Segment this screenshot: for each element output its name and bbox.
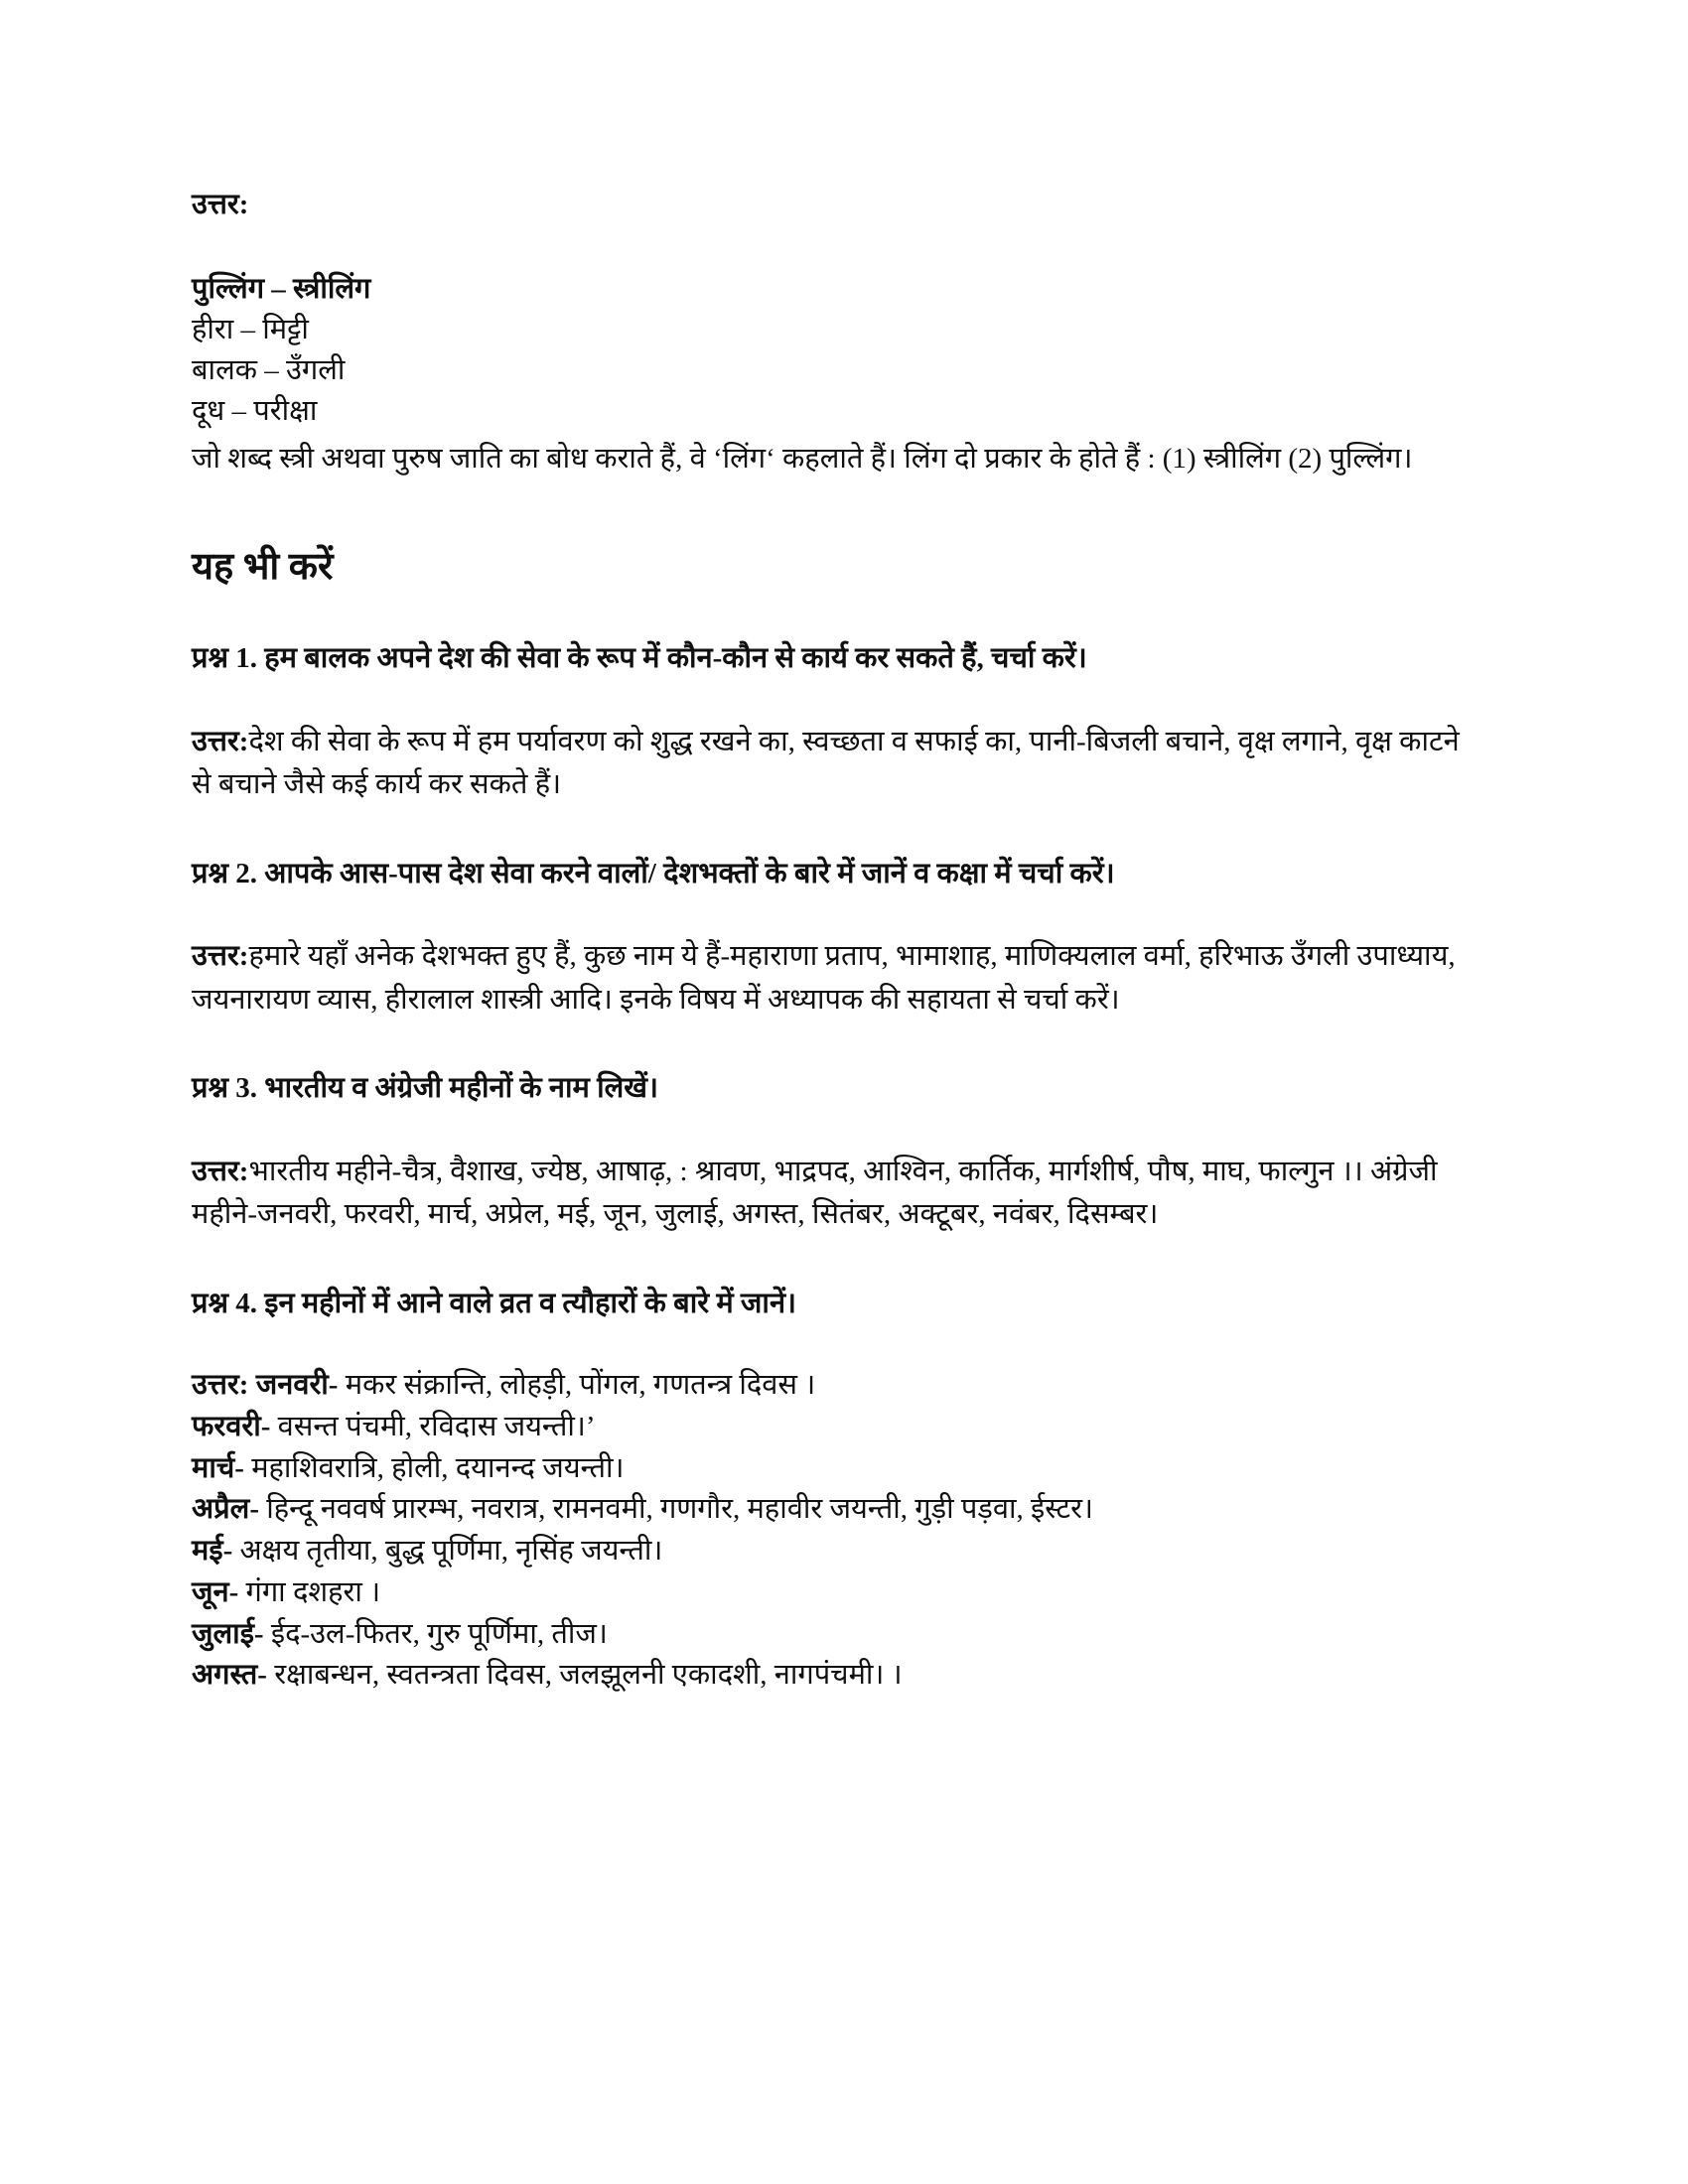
spacer [192,895,1473,935]
festivals-june: गंगा दशहरा । [245,1575,381,1608]
answer-3-label: उत्तर: [192,1155,249,1187]
month-name-june: जून- [192,1575,239,1608]
question-2-text: प्रश्न 2. आपके आस-पास देश सेवा करने वालों/ देशभक्तों के बारे में जानें व कक्षा में चर्चा करें। [192,857,1115,889]
answer-2-label: उत्तर: [192,940,249,973]
question-3-text: प्रश्न 3. भारतीय व अंग्रेजी महीनों के नाम लिखें। [192,1072,659,1105]
question-1-text: प्रश्न 1. हम बालक अपने देश की सेवा के रूप में कौन-कौन से कार्य कर सकते हैं, चर्चा करें। [192,642,1087,675]
festival-row-may [192,1531,1473,1572]
spacer [192,1325,1473,1365]
answer-2-text: हमारे यहाँ अनेक देशभक्त हुए हैं, कुछ नाम ये हैं-महाराणा प्रताप, भामाशाह, माणिक्यलाल वर्मा, हरिभाऊ उँगली उपाध्याय, जयनारायण व्यास, हीरालाल शास्त्री आदि। इनके विषय में अध्यापक की सहायता से चर्चा करें। [192,940,1456,1016]
answer-1 [192,721,1473,807]
festivals-july: ईद-उल-फितर, गुरु पूर्णिमा, तीज। [270,1617,608,1650]
festivals-march: महाशिवरात्रि, होली, दयानन्द जयन्ती। [251,1451,625,1484]
answer-3-text: भारतीय महीने-चैत्र, वैशाख, ज्येष्ठ, आषाढ़, : श्रावण, भाद्रपद, आश्विन, कार्तिक, मार्गशीर्ष, पौष, माघ, फाल्गुन ।। अंग्रेजी महीने-जनवरी, फरवरी, मार्च, अप्रेल, मई, जून, जुलाई, अगस्त, सितंबर, अक्टूबर, नवंबर, दिसम्बर। [192,1155,1438,1231]
festival-row-april [192,1489,1473,1531]
answer-1-label: उत्तर: [192,725,249,757]
section-heading-yah-bhi-karen: यह भी करें [192,545,334,588]
festival-row-march [192,1448,1473,1490]
festival-row-january [192,1365,1473,1407]
festivals-august: रक्षाबन्धन, स्वतन्त्रता दिवस, जलझूलनी एकादशी, नागपंचमी। । [274,1659,903,1692]
month-name-january: जनवरी- [255,1369,339,1402]
gender-pair-row: दूध – परीक्षा [192,395,318,428]
festival-row-february [192,1407,1473,1448]
answer-2 [192,935,1473,1022]
answer-3 [192,1151,1473,1237]
answer-4-label: उत्तर: [192,1369,256,1402]
month-name-february: फरवरी- [192,1410,271,1442]
gender-pair-row: बालक – उँगली [192,353,346,386]
question-4-text: प्रश्न 4. इन महीनों में आने वाले व्रत व त्यौहारों के बारे में जानें। [192,1287,797,1319]
festivals-february: वसन्त पंचमी, रविदास जयन्ती।’ [277,1410,596,1442]
gender-definition-paragraph: जो शब्द स्त्री अथवा पुरुष जाति का बोध कराते हैं, वे ‘लिंग‘ कहलाते हैं। लिंग दो प्रकार के होते हैं : (1) स्त्रीलिंग (2) पुल्लिंग। [192,443,1413,476]
document-content [192,184,1473,1697]
answer-1-text: देश की सेवा के रूप में हम पर्यावरण को शुद्ध रखने का, स्वच्छता व सफाई का, पानी-बिजली बचाने, वृक्ष लगाने, वृक्ष काटने से बचाने जैसे कई कार्य कर सकते हैं। [192,725,1460,801]
festivals-may: अक्षय तृतीया, बुद्ध पूर्णिमा, नृसिंह जयन्ती। [239,1535,663,1568]
spacer [192,681,1473,721]
gender-pair-list [192,269,1473,433]
spacer [192,1022,1473,1067]
festival-month-list [192,1365,1473,1697]
festivals-january: मकर संक्रान्ति, लोहड़ी, पोंगल, गणतन्त्र दिवस । [345,1369,816,1402]
festival-row-june [192,1572,1473,1614]
month-name-july: जुलाई- [192,1617,264,1650]
month-name-march: मार्च- [192,1451,244,1484]
month-name-august: अगस्त- [192,1659,267,1692]
spacer [192,1111,1473,1151]
month-name-april: अप्रैल- [192,1493,259,1526]
month-name-may: मई- [192,1535,233,1568]
festival-row-august [192,1655,1473,1697]
spacer [192,807,1473,853]
answer-label-top: उत्तर: [192,189,249,220]
gender-pair-row: हीरा – मिट्टी [192,313,309,345]
festivals-april: हिन्दू नववर्ष प्रारम्भ, नवरात्र, रामनवमी, गणगौर, महावीर जयन्ती, गुड़ी पड़वा, ईस्टर। [266,1493,1093,1526]
spacer [192,1237,1473,1283]
gender-pair-header: पुल्लिंग – स्त्रीलिंग [192,272,371,305]
festival-row-july [192,1614,1473,1656]
